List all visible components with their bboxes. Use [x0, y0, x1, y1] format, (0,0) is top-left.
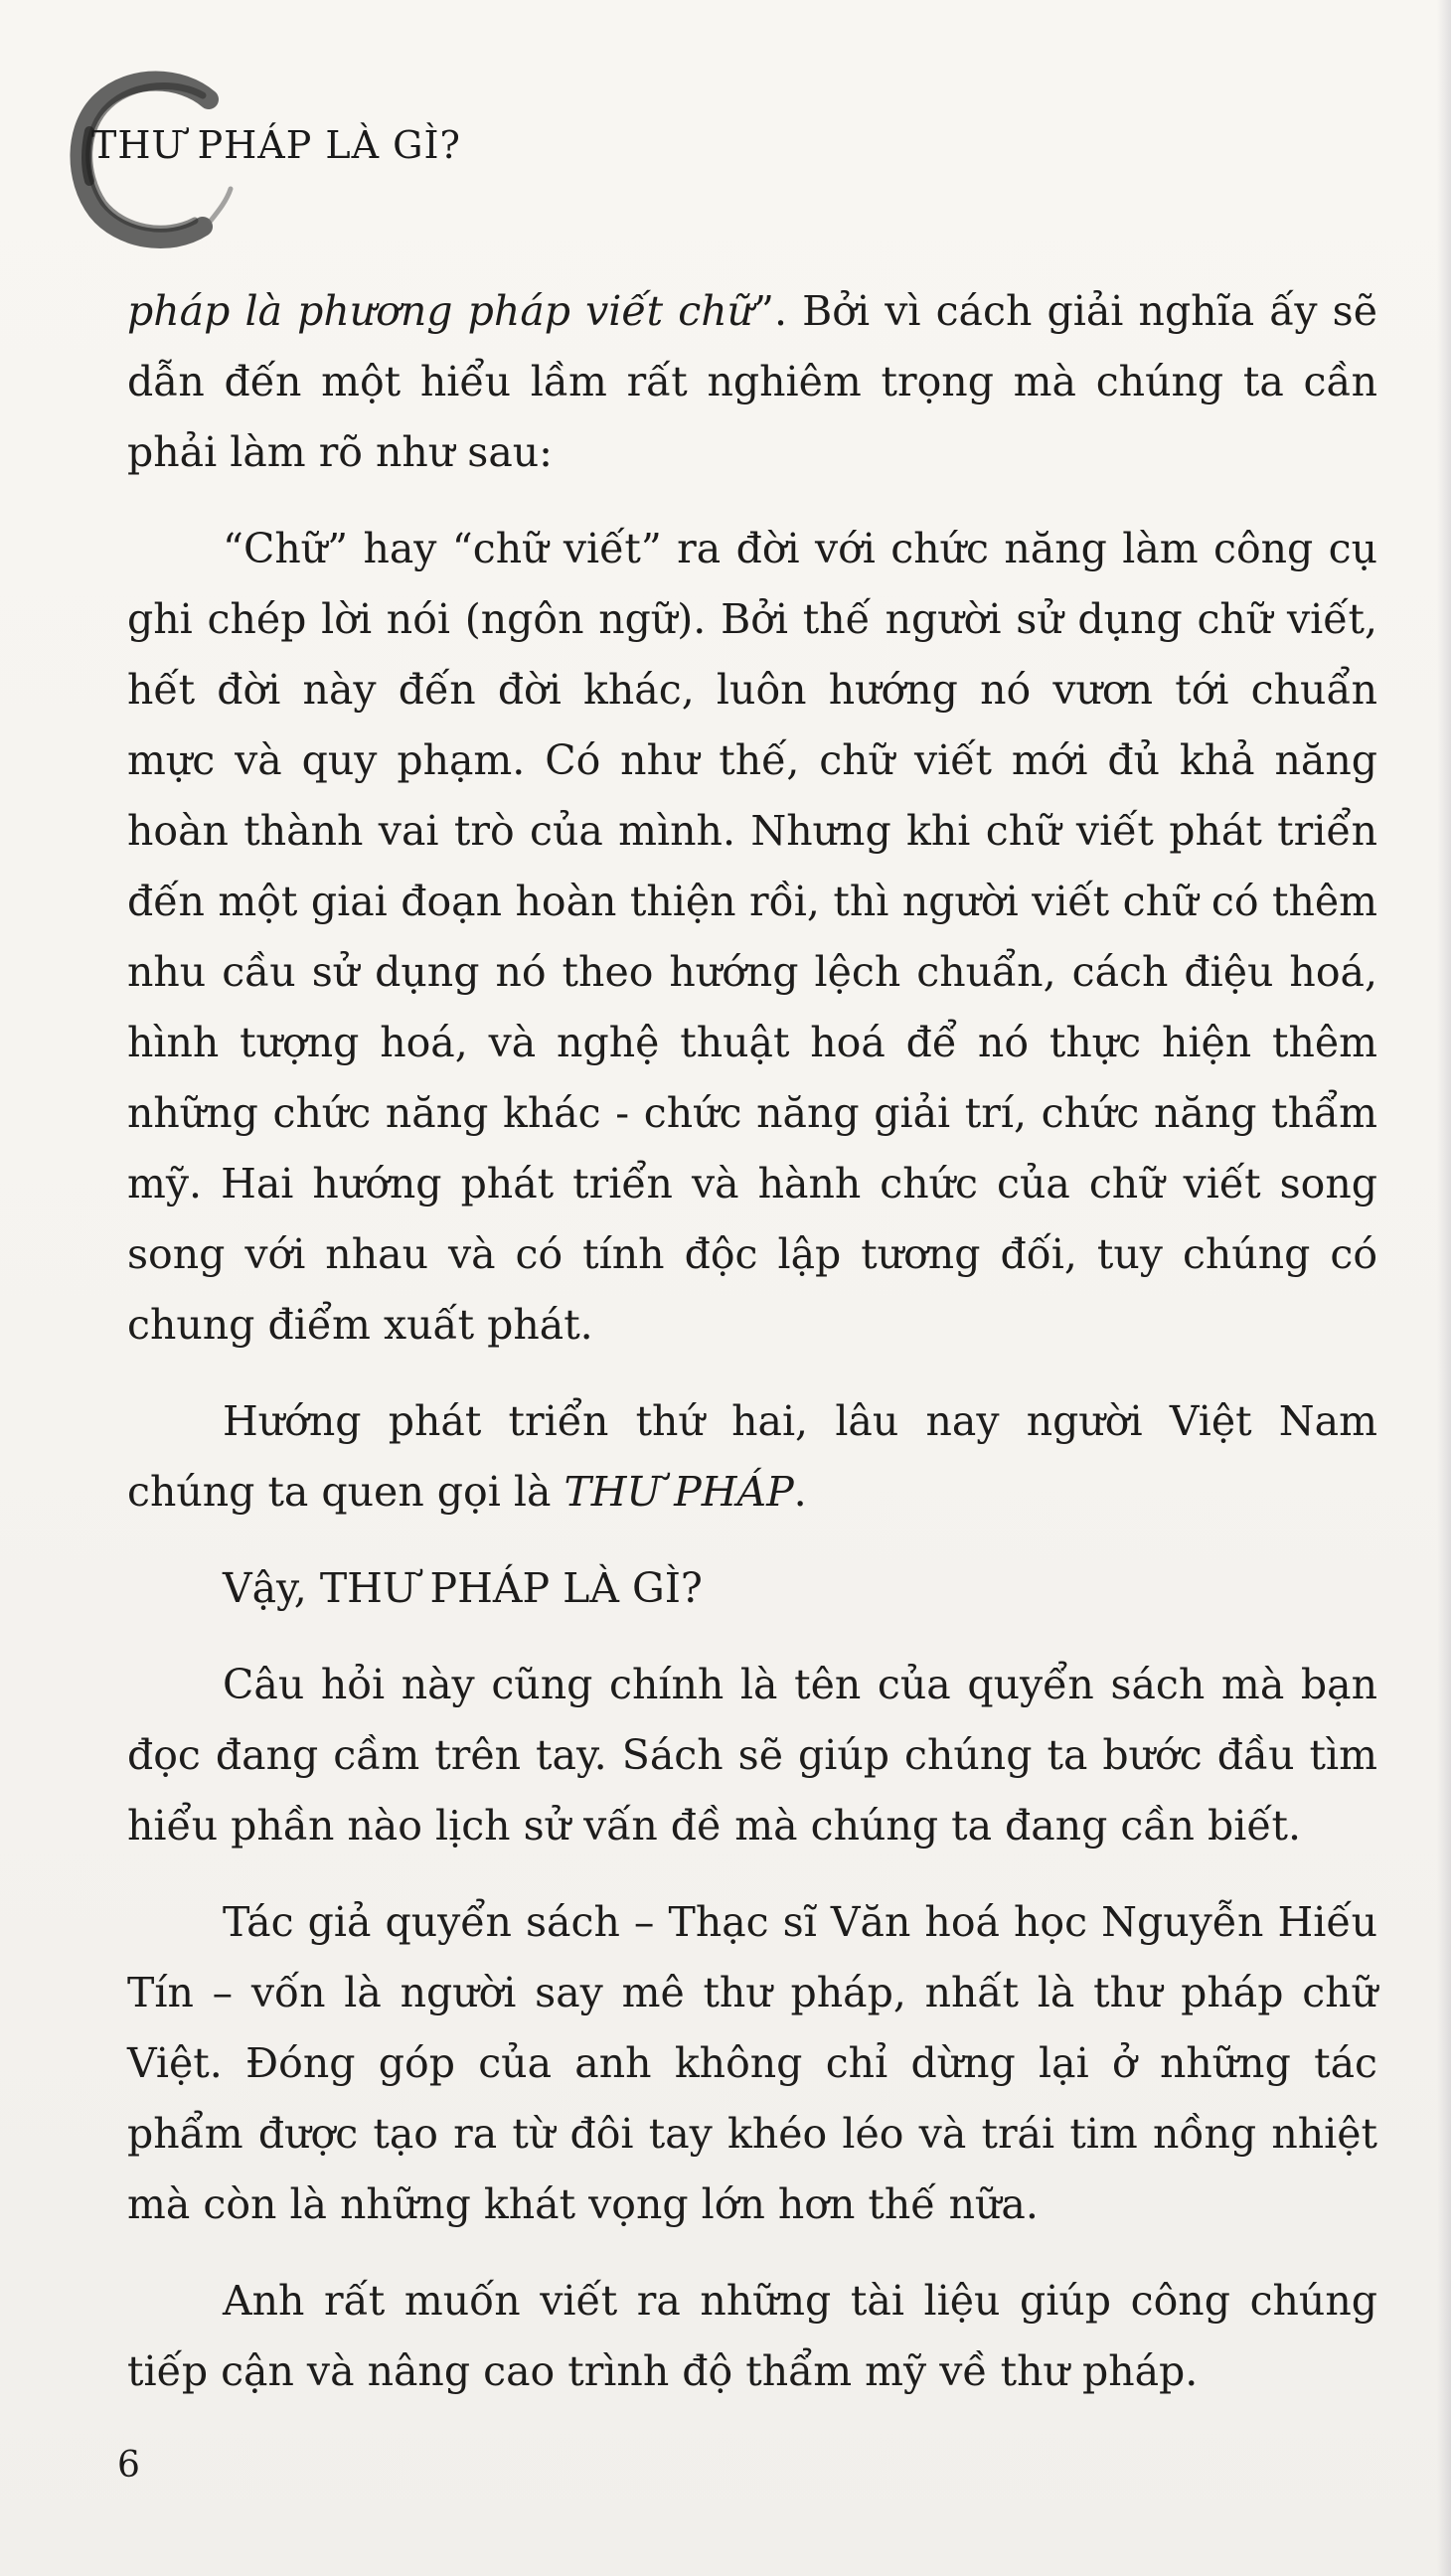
body-text [127, 276, 1377, 2433]
paragraph-text: Vậy, THƯ PHÁP LÀ GÌ? [223, 1564, 703, 1612]
page-edge-shadow [1437, 0, 1451, 2576]
paragraph-text: Anh rất muốn viết ra những tài liệu giúp công chúng tiếp cận và nâng cao trình độ thẩm mỹ về thư pháp. [127, 2277, 1377, 2395]
paragraph-text: Câu hỏi này cũng chính là tên của quyển sách mà bạn đọc đang cầm trên tay. Sách sẽ giúp chúng ta bước đầu tìm hiểu phần nào lịch sử vấn đề mà chúng ta đang cần biết. [127, 1661, 1377, 1850]
paragraph-4 [127, 1553, 1377, 1624]
paragraph-2 [127, 514, 1377, 1361]
paragraph-1 [127, 276, 1377, 488]
paragraph-text: ”. Bởi vì cách giải nghĩa ấy sẽ dẫn đến một hiểu lầm rất nghiêm trọng mà chúng ta cần phải làm rõ như sau: [127, 287, 1377, 476]
page-number: 6 [117, 2445, 140, 2486]
paragraph-text: Hướng phát triển thứ hai, lâu nay người Việt Nam chúng ta quen gọi là [127, 1397, 1377, 1516]
paragraph-5 [127, 1650, 1377, 1861]
paragraph-text-tail: . [793, 1468, 807, 1516]
running-header-title: THƯ PHÁP LÀ GÌ? [91, 123, 461, 167]
paragraph-text: Tác giả quyển sách – Thạc sĩ Văn hoá học Nguyễn Hiếu Tín – vốn là người say mê thư pháp, nhất là thư pháp chữ Việt. Đóng góp của anh không chỉ dừng lại ở những tác phẩm được tạo ra từ đôi tay khéo léo và trái tim nồng nhiệt mà còn là những khát vọng lớn hơn thế nữa. [127, 1898, 1377, 2228]
italic-term: THƯ PHÁP [564, 1468, 794, 1516]
paragraph-7 [127, 2266, 1377, 2407]
paragraph-6 [127, 1887, 1377, 2240]
paragraph-text: “Chữ” hay “chữ viết” ra đời với chức năng làm công cụ ghi chép lời nói (ngôn ngữ). Bởi thế người sử dụng chữ viết, hết đời này đến đời khác, luôn hướng nó vươn tới chuẩn mực và quy phạm. Có như thế, chữ viết mới đủ khả năng hoàn thành vai trò của mình. Nhưng khi chữ viết phát triển đến một giai đoạn hoàn thiện rồi, thì người viết chữ có thêm nhu cầu sử dụng nó theo hướng lệch chuẩn, cách điệu hoá, hình tượng hoá, và nghệ thuật hoá để nó thực hiện thêm những chức năng khác - chức năng giải trí, chức năng thẩm mỹ. Hai hướng phát triển và hành chức của chữ viết song song với nhau và có tính độc lập tương đối, tuy chúng có chung điểm xuất phát. [127, 525, 1377, 1349]
paragraph-3 [127, 1386, 1377, 1528]
italic-phrase: pháp là phương pháp viết chữ [127, 287, 754, 335]
running-header [62, 62, 461, 231]
